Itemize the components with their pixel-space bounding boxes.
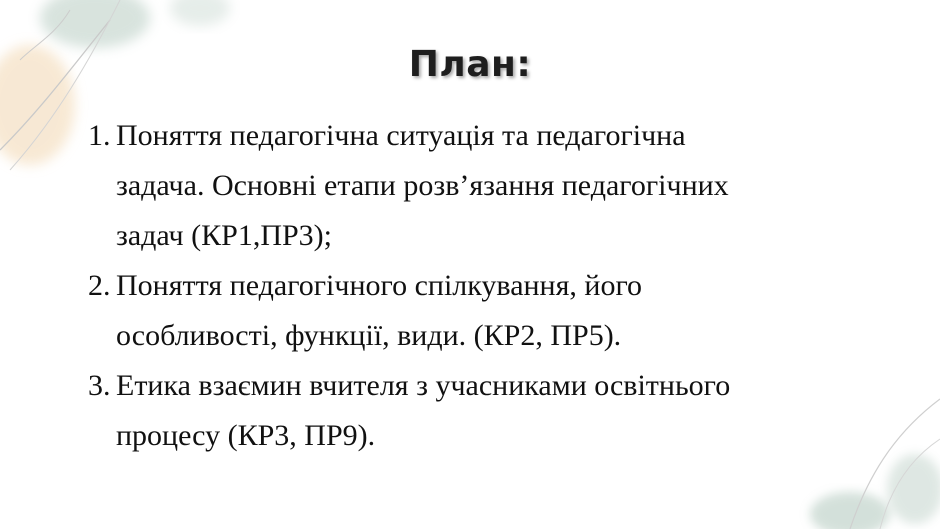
plan-item-text-line: задач (КР1,ПР3); — [116, 219, 332, 252]
plan-item-text-line: процесу (КР3, ПР9). — [116, 419, 376, 452]
plan-item-number: 3. — [88, 369, 111, 402]
plan-item-text-line: Поняття педагогічна ситуація та педагогічна — [116, 119, 686, 152]
plan-item-text-line: задача. Основні етапи розв’язання педагогічних — [116, 169, 729, 202]
plan-item-text-line: Поняття педагогічного спілкування, його — [116, 269, 643, 302]
plan-item-text-line: Етика взаємин вчителя з учасниками освітнього — [116, 369, 731, 402]
slide-title: План: — [408, 44, 532, 85]
plan-item-number: 1. — [88, 119, 111, 152]
plan-item-3 — [88, 361, 888, 461]
plan-item-text-line: особливості, функції, види. (КР2, ПР5). — [116, 319, 622, 352]
plan-item-2 — [88, 261, 888, 361]
plan-list — [88, 111, 888, 461]
plan-item-number: 2. — [88, 269, 111, 302]
plan-item-1 — [88, 111, 888, 261]
